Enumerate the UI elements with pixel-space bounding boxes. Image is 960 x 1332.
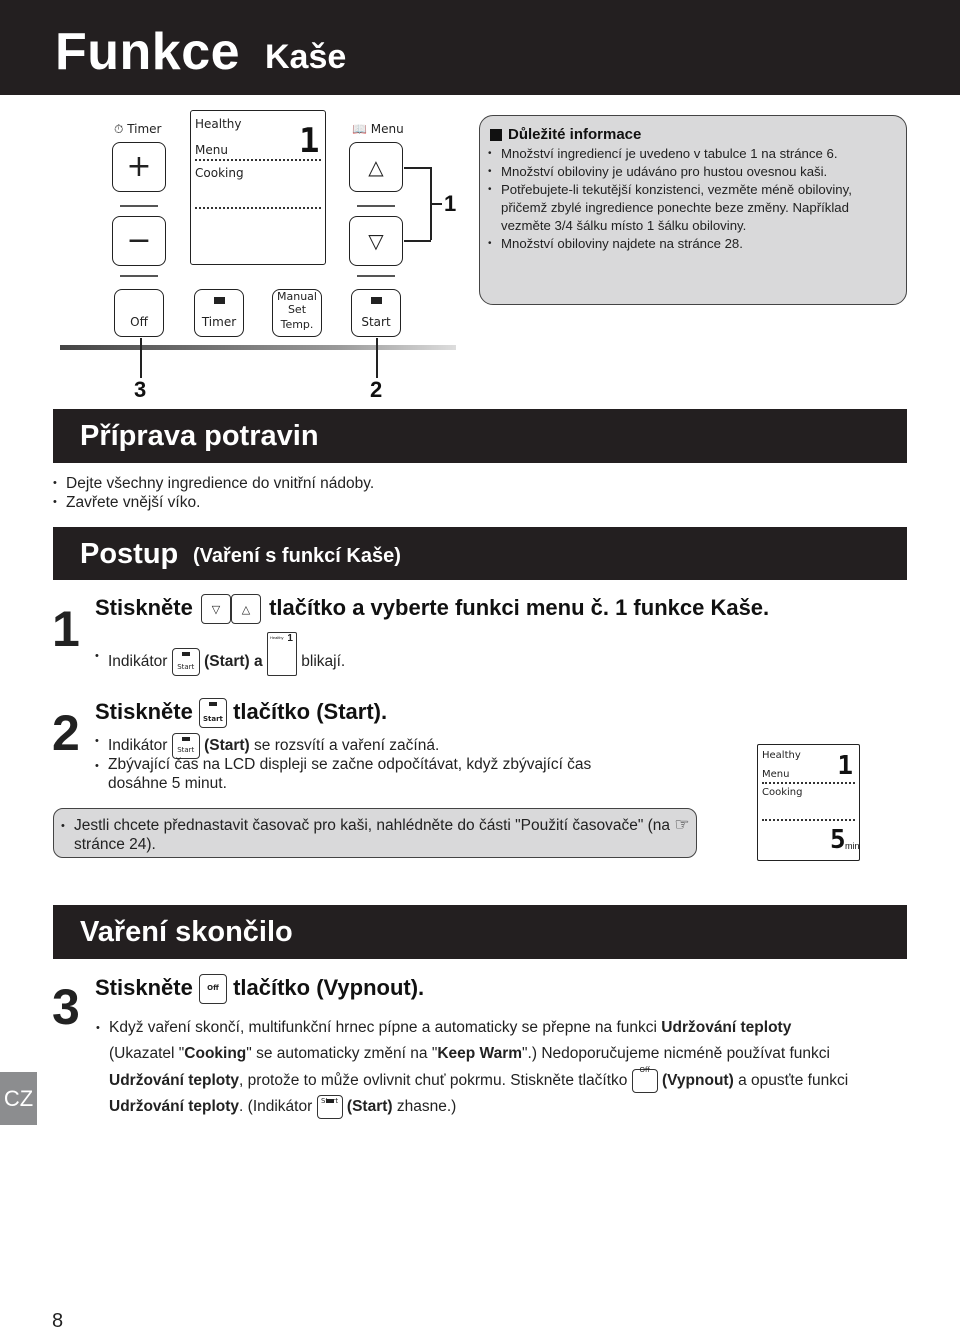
timer-note-box (53, 808, 697, 858)
prep-section-bar (53, 409, 907, 463)
lcd-menu: Menu (195, 143, 228, 157)
lcd-dots (762, 782, 855, 784)
page-subtitle: Kaše (265, 38, 347, 76)
divider (357, 275, 395, 277)
list-item: • Množství obiloviny je udáváno pro hustou ovesnou kaši. (488, 163, 898, 181)
page-number: 8 (52, 1310, 64, 1332)
list-item: • Potřebujete-li tekutější konzistenci, vezměte méně obiloviny, přičemž zbylé ingredience ponechte beze změny. Například vezměte 3/4 šálku místo 1 šálku obiloviny. (488, 181, 898, 235)
page-header (0, 0, 960, 95)
lcd-healthy: Healthy (762, 750, 801, 761)
up-button-icon: △ (231, 594, 261, 624)
lcd-cooking: Cooking (195, 166, 244, 180)
prep-title: Příprava potravin (80, 420, 319, 452)
list-item: • Množství ingrediencí je uvedeno v tabulce 1 na stránce 6. (488, 145, 898, 163)
divider (120, 205, 158, 207)
step-2-number: 2 (52, 705, 80, 761)
pointing-hand-icon: ☞ (674, 815, 690, 834)
list-item: • Zavřete vnější víko. (66, 494, 200, 512)
timer-label: ⏱ Timer (114, 122, 162, 136)
divider (357, 205, 395, 207)
done-title: Vaření skončilo (80, 916, 293, 948)
callout-line-2 (376, 338, 378, 378)
lcd-healthy: Healthy (195, 117, 242, 131)
info-list (488, 145, 898, 253)
down-button-icon: ▽ (201, 594, 231, 624)
timer-button[interactable]: Timer (194, 289, 244, 337)
list-item: • Dejte všechny ingredience do vnitřní nádoby. (66, 475, 374, 493)
list-item: • Množství obiloviny najdete na stránce 28. (488, 235, 898, 253)
step-2-heading: Stiskněte Start tlačítko (Start). (95, 698, 387, 728)
divider (120, 275, 158, 277)
menu-label: 📖 Menu (352, 122, 404, 136)
step-3-number: 3 (52, 979, 80, 1035)
off-button[interactable]: Off (114, 289, 164, 337)
lcd-display (190, 110, 326, 265)
off-button-icon: Off (632, 1069, 658, 1093)
done-section-bar (53, 905, 907, 959)
step-3-paragraph: • Když vaření skončí, multifunkční hrnec pípne a automaticky se přepne na funkci Udržování teploty (Ukazatel "Cooking" se automaticky změní na "Keep Warm".) Nedoporučujeme nicméně používat funkci Udržování teploty, protože to může ovlivnit chuť pokrmu. Stiskněte tlačítko Off (Vypnout) a opusťte funkci Udržování teploty. (Indikátor Start (Start) zhasne.) (109, 1015, 919, 1120)
off-button-icon: Off (199, 974, 227, 1004)
step-3-heading: Stiskněte Off tlačítko (Vypnout). (95, 974, 424, 1004)
lcd-countdown-display (757, 744, 860, 861)
callout-3: 3 (134, 377, 147, 402)
callout-line-3 (140, 338, 142, 378)
callout-bracket (430, 203, 442, 205)
down-button[interactable]: ▽ (349, 216, 403, 266)
info-title: Důležité informace (490, 126, 641, 143)
start-button-icon: Start (317, 1095, 343, 1119)
plus-button[interactable]: + (112, 142, 166, 192)
start-button-icon: Start (172, 733, 200, 759)
callout-1: 1 (444, 191, 457, 216)
step-1-heading: Stiskněte ▽ △ tlačítko a vyberte funkci menu č. 1 funkce Kaše. (95, 594, 769, 624)
callout-bracket (404, 240, 431, 242)
lcd-cooking: Cooking (762, 787, 803, 798)
start-button-icon: Start (172, 648, 200, 676)
lcd-mini-icon: Healthy 1 (267, 632, 297, 676)
procedure-title: Postup (80, 538, 179, 570)
step-2-bullet: • Indikátor Start (Start) se rozsvítí a vaření začíná. (108, 733, 439, 759)
step-1-bullet: • Indikátor Start (Start) a Healthy 1 blikají. (108, 648, 345, 676)
start-button-icon: Start (199, 698, 227, 728)
language-tab: CZ (0, 1072, 37, 1125)
lcd-menu: Menu (762, 769, 790, 780)
lcd-digit: 1 (299, 121, 320, 161)
start-indicator (371, 297, 382, 304)
important-info-box (479, 115, 907, 305)
lcd-dots (195, 207, 321, 209)
callout-2: 2 (370, 377, 383, 402)
panel-edge (60, 345, 456, 350)
minus-button[interactable]: − (112, 216, 166, 266)
step-2-bullet: • Zbývající čas na LCD displeji se začne odpočítávat, když zbývající čas dosáhne 5 minut. (108, 755, 648, 793)
page-title: Funkce (55, 23, 241, 81)
step-1-number: 1 (52, 601, 80, 657)
procedure-section-bar (53, 527, 907, 580)
square-bullet-icon (490, 129, 502, 141)
lcd-time: 5 (830, 825, 846, 855)
procedure-subtitle: (Vaření s funkcí Kaše) (193, 545, 401, 567)
callout-bracket (404, 167, 431, 169)
up-button[interactable]: △ (349, 142, 403, 192)
lcd-dots (762, 819, 855, 821)
lcd-digit: 1 (837, 751, 853, 781)
manual-set-temp-button[interactable]: Manual Set Temp. (272, 289, 322, 337)
start-button[interactable]: Start (351, 289, 401, 337)
note-text: • Jestli chcete přednastavit časovač pro kaši, nahlédněte do části "Použití časovače" (na ☞ stránce 24). (74, 815, 696, 854)
lcd-unit: min (845, 841, 860, 851)
timer-indicator (214, 297, 225, 304)
